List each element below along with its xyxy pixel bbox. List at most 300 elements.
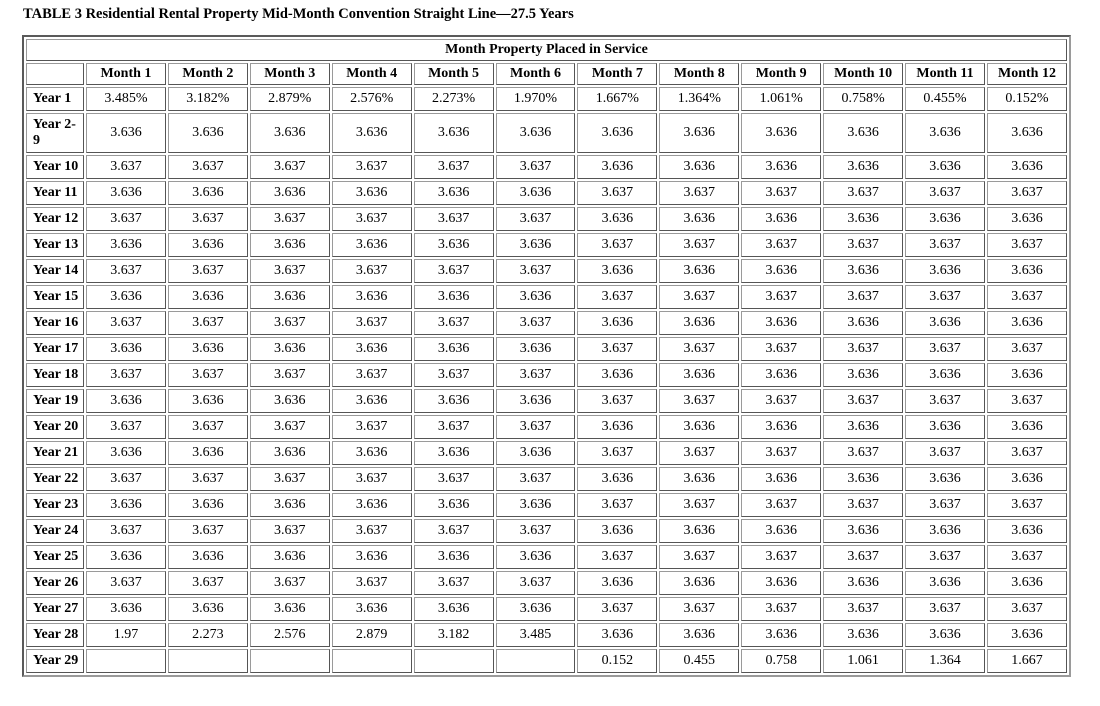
row-label: Year 20: [26, 415, 84, 439]
row-label: Year 25: [26, 545, 84, 569]
table-cell: 3.636: [659, 155, 739, 179]
depreciation-table: [22, 35, 1071, 677]
column-header: Month 9: [741, 63, 821, 85]
table-cell: 3.637: [577, 285, 657, 309]
column-header: Month 3: [250, 63, 330, 85]
table-cell: 3.637: [577, 181, 657, 205]
table-cell: 3.637: [577, 441, 657, 465]
row-label: Year 12: [26, 207, 84, 231]
table-cell: 3.637: [577, 337, 657, 361]
row-label: Year 11: [26, 181, 84, 205]
table-cell: 3.637: [250, 363, 330, 387]
column-header-row: [26, 63, 1067, 85]
table-cell: 3.637: [741, 181, 821, 205]
table-cell: 3.637: [987, 389, 1067, 413]
table-cell: 3.636: [905, 311, 985, 335]
table-cell: 3.636: [414, 285, 494, 309]
table-row: [26, 597, 1067, 621]
table-cell: 3.636: [168, 441, 248, 465]
table-cell: 3.636: [577, 363, 657, 387]
table-cell: 3.637: [332, 415, 412, 439]
table-row: [26, 181, 1067, 205]
table-cell: 3.637: [168, 363, 248, 387]
table-cell: 3.637: [496, 415, 576, 439]
table-cell: 3.636: [577, 311, 657, 335]
table-cell: 3.636: [987, 207, 1067, 231]
table-cell: 3.636: [905, 467, 985, 491]
table-cell: 3.637: [414, 155, 494, 179]
table-row: [26, 441, 1067, 465]
table-cell: 3.637: [414, 363, 494, 387]
table-cell: 3.637: [332, 571, 412, 595]
table-cell: 3.637: [741, 389, 821, 413]
table-cell: 2.879: [332, 623, 412, 647]
table-cell: [332, 649, 412, 673]
table-cell: 3.636: [496, 113, 576, 153]
row-label: Year 26: [26, 571, 84, 595]
table-cell: [414, 649, 494, 673]
table-cell: 3.636: [250, 233, 330, 257]
table-cell: 3.637: [496, 311, 576, 335]
column-header: Month 2: [168, 63, 248, 85]
table-row: [26, 623, 1067, 647]
table-cell: 2.273%: [414, 87, 494, 111]
column-header: Month 11: [905, 63, 985, 85]
table-cell: 3.637: [332, 259, 412, 283]
table-cell: 3.637: [987, 337, 1067, 361]
table-cell: 3.636: [823, 623, 903, 647]
table-cell: 3.637: [823, 545, 903, 569]
table-cell: 3.485%: [86, 87, 166, 111]
table-cell: 3.636: [332, 233, 412, 257]
table-cell: 3.637: [332, 467, 412, 491]
table-cell: 3.637: [659, 389, 739, 413]
table-cell: 3.636: [250, 337, 330, 361]
table-cell: 3.637: [332, 311, 412, 335]
row-label: Year 18: [26, 363, 84, 387]
table-cell: 3.637: [905, 493, 985, 517]
table-cell: 3.636: [332, 337, 412, 361]
group-header: Month Property Placed in Service: [26, 39, 1067, 61]
table-cell: 3.637: [250, 155, 330, 179]
table-row: [26, 259, 1067, 283]
table-cell: 3.637: [86, 259, 166, 283]
table-cell: 3.637: [987, 597, 1067, 621]
column-header: Month 7: [577, 63, 657, 85]
table-cell: 3.636: [659, 207, 739, 231]
table-cell: 3.636: [86, 113, 166, 153]
table-cell: 3.636: [250, 545, 330, 569]
row-label: Year 27: [26, 597, 84, 621]
table-cell: 3.637: [823, 389, 903, 413]
table-cell: 3.636: [332, 389, 412, 413]
table-cell: 3.636: [741, 519, 821, 543]
table-cell: 3.636: [168, 113, 248, 153]
table-cell: 3.636: [414, 545, 494, 569]
table-cell: 3.636: [577, 113, 657, 153]
table-cell: 3.637: [332, 363, 412, 387]
table-cell: 3.636: [987, 363, 1067, 387]
table-cell: 3.637: [659, 181, 739, 205]
table-row: [26, 207, 1067, 231]
table-row: [26, 415, 1067, 439]
table-cell: 3.637: [823, 233, 903, 257]
table-cell: 3.637: [496, 155, 576, 179]
table-cell: 3.637: [168, 311, 248, 335]
table-cell: 3.636: [905, 571, 985, 595]
table-cell: 3.636: [86, 493, 166, 517]
table-cell: 3.636: [86, 545, 166, 569]
table-row: [26, 233, 1067, 257]
table-cell: 3.636: [496, 389, 576, 413]
table-cell: 3.636: [987, 571, 1067, 595]
table-cell: 3.182: [414, 623, 494, 647]
table-cell: 3.636: [86, 181, 166, 205]
table-cell: 3.637: [86, 311, 166, 335]
table-cell: 3.637: [659, 545, 739, 569]
table-cell: 3.636: [414, 233, 494, 257]
table-cell: 3.636: [741, 259, 821, 283]
table-cell: 3.637: [905, 233, 985, 257]
table-cell: 1.061%: [741, 87, 821, 111]
table-cell: 3.485: [496, 623, 576, 647]
table-cell: 3.637: [168, 467, 248, 491]
table-cell: 3.636: [577, 467, 657, 491]
table-cell: [496, 649, 576, 673]
table-cell: 3.636: [86, 389, 166, 413]
table-row: [26, 649, 1067, 673]
table-cell: 3.636: [168, 233, 248, 257]
table-cell: 3.637: [905, 285, 985, 309]
table-cell: 3.637: [414, 259, 494, 283]
column-header: Month 1: [86, 63, 166, 85]
table-cell: 3.637: [414, 415, 494, 439]
table-cell: 3.636: [659, 311, 739, 335]
table-cell: 3.636: [496, 545, 576, 569]
table-cell: 3.636: [86, 233, 166, 257]
table-cell: 3.636: [823, 155, 903, 179]
table-cell: 3.637: [250, 519, 330, 543]
table-cell: 3.637: [577, 493, 657, 517]
row-label: Year 16: [26, 311, 84, 335]
table-cell: 3.637: [250, 311, 330, 335]
table-cell: 0.758%: [823, 87, 903, 111]
table-cell: 3.636: [659, 571, 739, 595]
table-cell: 3.637: [414, 519, 494, 543]
table-cell: 0.758: [741, 649, 821, 673]
table-cell: 3.636: [168, 181, 248, 205]
table-cell: 3.637: [905, 181, 985, 205]
table-cell: 3.636: [987, 623, 1067, 647]
table-cell: 3.636: [86, 285, 166, 309]
table-cell: 3.637: [250, 467, 330, 491]
table-cell: 3.637: [577, 545, 657, 569]
table-cell: 3.636: [577, 155, 657, 179]
table-row: [26, 493, 1067, 517]
table-cell: 3.636: [741, 415, 821, 439]
table-row: [26, 285, 1067, 309]
table-cell: 3.636: [332, 285, 412, 309]
table-cell: 3.637: [823, 337, 903, 361]
table-cell: 3.637: [741, 545, 821, 569]
table-cell: 3.637: [414, 311, 494, 335]
table-cell: 3.637: [577, 389, 657, 413]
column-header: Month 5: [414, 63, 494, 85]
table-cell: 3.636: [414, 441, 494, 465]
table-cell: 3.637: [741, 285, 821, 309]
table-cell: 1.364%: [659, 87, 739, 111]
table-cell: 3.637: [987, 285, 1067, 309]
table-cell: 3.636: [414, 389, 494, 413]
table-cell: 3.636: [250, 493, 330, 517]
table-cell: 3.636: [332, 181, 412, 205]
table-cell: 3.636: [168, 285, 248, 309]
row-label: Year 28: [26, 623, 84, 647]
table-cell: 0.455%: [905, 87, 985, 111]
table-cell: 3.636: [86, 441, 166, 465]
table-cell: 2.576: [250, 623, 330, 647]
table-cell: 3.636: [250, 113, 330, 153]
table-cell: 3.636: [905, 415, 985, 439]
table-cell: 3.637: [987, 493, 1067, 517]
table-cell: 3.637: [250, 571, 330, 595]
table-cell: 3.637: [86, 363, 166, 387]
table-cell: 2.273: [168, 623, 248, 647]
table-cell: 3.636: [496, 233, 576, 257]
table-cell: 3.636: [905, 519, 985, 543]
table-cell: 3.637: [905, 597, 985, 621]
table-cell: 3.636: [987, 467, 1067, 491]
table-cell: 3.636: [577, 207, 657, 231]
table-cell: 3.636: [659, 363, 739, 387]
table-cell: 3.636: [332, 545, 412, 569]
row-label: Year 2-9: [26, 113, 84, 153]
table-row: [26, 155, 1067, 179]
table-cell: [168, 649, 248, 673]
table-cell: [250, 649, 330, 673]
table-cell: 3.636: [250, 181, 330, 205]
table-cell: [86, 649, 166, 673]
table-cell: 3.636: [168, 545, 248, 569]
table-cell: 3.637: [659, 285, 739, 309]
column-header: Month 12: [987, 63, 1067, 85]
row-label: Year 1: [26, 87, 84, 111]
table-cell: 3.636: [987, 155, 1067, 179]
row-label: Year 17: [26, 337, 84, 361]
column-header: Month 6: [496, 63, 576, 85]
table-cell: 3.636: [823, 415, 903, 439]
table-cell: 3.636: [168, 337, 248, 361]
table-cell: 3.636: [659, 519, 739, 543]
table-cell: 3.636: [332, 441, 412, 465]
table-cell: 3.636: [905, 155, 985, 179]
table-cell: 3.636: [741, 363, 821, 387]
table-cell: 3.637: [496, 363, 576, 387]
table-cell: 3.636: [414, 597, 494, 621]
table-row: [26, 87, 1067, 111]
row-label: Year 24: [26, 519, 84, 543]
table-cell: 3.637: [250, 415, 330, 439]
table-cell: 3.637: [659, 441, 739, 465]
row-label: Year 14: [26, 259, 84, 283]
table-cell: 3.637: [250, 207, 330, 231]
table-cell: 3.637: [86, 519, 166, 543]
table-cell: 3.637: [905, 545, 985, 569]
table-cell: 3.636: [496, 285, 576, 309]
table-row: [26, 571, 1067, 595]
table-cell: 3.637: [905, 441, 985, 465]
table-cell: 1.061: [823, 649, 903, 673]
table-cell: 2.879%: [250, 87, 330, 111]
table-cell: 3.637: [741, 597, 821, 621]
table-cell: 3.636: [414, 181, 494, 205]
table-cell: 0.152: [577, 649, 657, 673]
table-cell: 3.636: [987, 113, 1067, 153]
table-cell: 3.636: [250, 389, 330, 413]
table-cell: 3.636: [496, 441, 576, 465]
table-cell: 3.636: [741, 571, 821, 595]
table-cell: 3.637: [987, 545, 1067, 569]
table-cell: 3.636: [823, 519, 903, 543]
table-cell: 3.637: [823, 441, 903, 465]
table-cell: 3.637: [332, 155, 412, 179]
column-header: Month 8: [659, 63, 739, 85]
table-cell: 1.364: [905, 649, 985, 673]
table-cell: 3.636: [250, 597, 330, 621]
table-cell: 3.636: [741, 113, 821, 153]
table-cell: 3.637: [86, 155, 166, 179]
table-cell: 3.636: [823, 113, 903, 153]
table-cell: 3.182%: [168, 87, 248, 111]
table-row: [26, 337, 1067, 361]
table-cell: 3.636: [659, 415, 739, 439]
table-cell: 3.637: [577, 597, 657, 621]
table-cell: 3.636: [659, 259, 739, 283]
table-cell: 3.636: [496, 337, 576, 361]
table-cell: 3.637: [659, 493, 739, 517]
table-cell: 3.636: [823, 571, 903, 595]
depreciation-table-container: [22, 35, 1071, 677]
table-cell: 3.636: [905, 207, 985, 231]
corner-cell: [26, 63, 84, 85]
table-cell: 3.636: [250, 441, 330, 465]
table-cell: 1.667%: [577, 87, 657, 111]
table-cell: 3.637: [414, 207, 494, 231]
table-cell: 3.636: [577, 571, 657, 595]
table-cell: 3.636: [987, 259, 1067, 283]
table-cell: 3.637: [741, 493, 821, 517]
table-cell: 3.637: [741, 233, 821, 257]
table-cell: 3.636: [741, 207, 821, 231]
table-cell: 3.637: [823, 285, 903, 309]
table-cell: 3.637: [86, 467, 166, 491]
table-cell: 3.637: [905, 389, 985, 413]
table-cell: 3.637: [168, 259, 248, 283]
table-cell: 3.636: [414, 113, 494, 153]
table-cell: 3.636: [168, 597, 248, 621]
row-label: Year 21: [26, 441, 84, 465]
column-header: Month 4: [332, 63, 412, 85]
table-cell: 3.636: [332, 597, 412, 621]
table-cell: 3.637: [496, 571, 576, 595]
table-cell: 3.636: [659, 113, 739, 153]
table-cell: 3.637: [823, 597, 903, 621]
table-cell: 3.637: [659, 597, 739, 621]
table-cell: 1.97: [86, 623, 166, 647]
table-cell: 3.637: [168, 207, 248, 231]
table-cell: 1.970%: [496, 87, 576, 111]
table-cell: 3.636: [496, 597, 576, 621]
table-cell: 3.637: [496, 207, 576, 231]
table-cell: 0.152%: [987, 87, 1067, 111]
column-header: Month 10: [823, 63, 903, 85]
table-cell: 3.637: [168, 519, 248, 543]
table-cell: 3.636: [823, 363, 903, 387]
table-cell: 3.636: [987, 415, 1067, 439]
row-label: Year 13: [26, 233, 84, 257]
table-cell: 3.636: [823, 207, 903, 231]
table-row: [26, 389, 1067, 413]
table-cell: 3.636: [332, 113, 412, 153]
table-cell: 3.637: [905, 337, 985, 361]
table-cell: 3.637: [168, 571, 248, 595]
table-cell: 3.637: [332, 519, 412, 543]
table-cell: 3.636: [823, 311, 903, 335]
table-cell: 3.636: [741, 311, 821, 335]
table-cell: 3.636: [577, 415, 657, 439]
table-cell: 3.636: [905, 363, 985, 387]
table-cell: 3.636: [741, 467, 821, 491]
table-row: [26, 519, 1067, 543]
table-cell: 3.636: [496, 181, 576, 205]
table-row: [26, 467, 1067, 491]
table-cell: 3.636: [741, 155, 821, 179]
table-cell: 3.637: [168, 155, 248, 179]
table-cell: 3.636: [823, 259, 903, 283]
table-cell: 3.636: [987, 519, 1067, 543]
table-cell: 3.636: [905, 259, 985, 283]
table-cell: 3.637: [332, 207, 412, 231]
row-label: Year 29: [26, 649, 84, 673]
table-cell: 3.636: [250, 285, 330, 309]
table-cell: 3.637: [987, 181, 1067, 205]
table-cell: 3.636: [86, 597, 166, 621]
table-cell: 3.637: [987, 441, 1067, 465]
table-cell: 3.637: [86, 415, 166, 439]
table-cell: 3.636: [659, 467, 739, 491]
row-label: Year 23: [26, 493, 84, 517]
table-cell: 1.667: [987, 649, 1067, 673]
table-cell: 0.455: [659, 649, 739, 673]
table-cell: 3.637: [577, 233, 657, 257]
table-cell: 3.636: [905, 623, 985, 647]
table-cell: 3.636: [741, 623, 821, 647]
table-cell: 3.636: [86, 337, 166, 361]
table-cell: 3.637: [823, 181, 903, 205]
table-cell: 3.637: [659, 233, 739, 257]
table-body: [26, 87, 1067, 673]
table-cell: 3.637: [496, 467, 576, 491]
table-cell: 3.637: [987, 233, 1067, 257]
table-cell: 3.637: [741, 337, 821, 361]
table-row: [26, 545, 1067, 569]
row-label: Year 10: [26, 155, 84, 179]
table-cell: 3.636: [987, 311, 1067, 335]
table-cell: 3.637: [86, 207, 166, 231]
table-cell: 3.636: [168, 493, 248, 517]
table-cell: 3.636: [659, 623, 739, 647]
table-cell: 3.636: [905, 113, 985, 153]
